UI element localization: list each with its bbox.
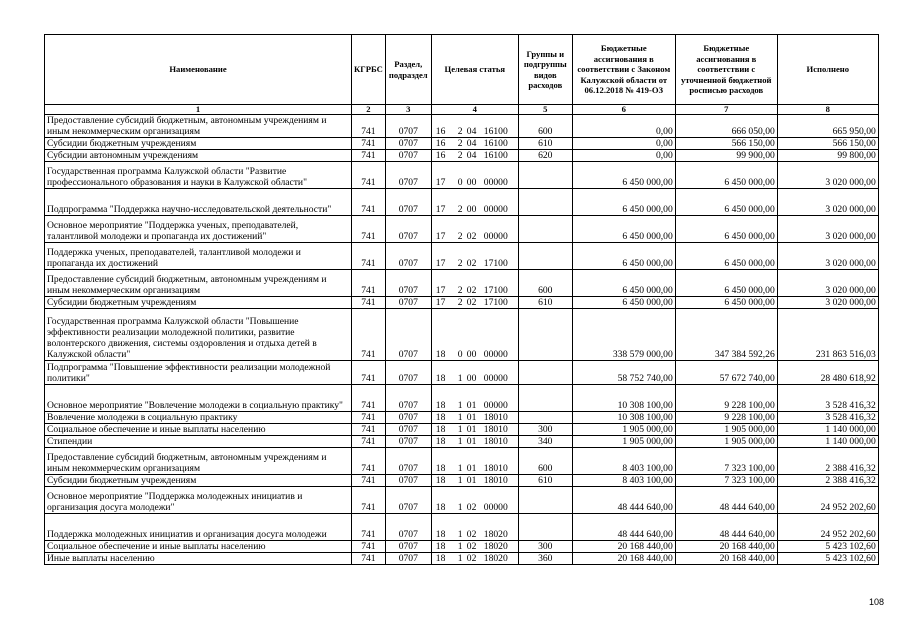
target-part: 17 xyxy=(435,258,446,269)
row-target xyxy=(431,475,518,487)
row-target xyxy=(431,553,518,565)
target-part: 02 xyxy=(466,541,477,552)
target-part: 18 xyxy=(435,553,446,564)
target-part: 02 xyxy=(466,553,477,564)
row-expense-type: 610 xyxy=(518,475,572,487)
target-part: 18 xyxy=(435,436,446,447)
target-part: 18 xyxy=(435,412,446,423)
page-number: 108 xyxy=(868,597,884,607)
target-part: 2 xyxy=(457,126,463,137)
column-number: 6 xyxy=(572,105,675,115)
row-executed-amount: 3 020 000,00 xyxy=(777,297,878,309)
table-row xyxy=(45,189,879,216)
row-kgrbs: 741 xyxy=(352,243,386,270)
row-refined-amount: 6 450 000,00 xyxy=(675,216,777,243)
row-name: Основное мероприятие "Вовлечение молодежи в социальную практику" xyxy=(45,385,352,412)
row-target xyxy=(431,162,518,189)
row-section: 0707 xyxy=(385,150,431,162)
table-row xyxy=(45,297,879,309)
target-part: 16100 xyxy=(483,150,508,161)
target-part: 18 xyxy=(435,475,446,486)
row-name: Субсидии бюджетным учреждениям xyxy=(45,138,352,150)
row-expense-type: 360 xyxy=(518,553,572,565)
row-target xyxy=(431,361,518,385)
target-part: 18020 xyxy=(483,553,508,564)
target-part: 18 xyxy=(435,502,446,513)
header-refined: Бюджетные ассигнования в соответствии с уточненной бюджетной росписью расходов xyxy=(675,35,777,105)
row-refined-amount: 347 384 592,26 xyxy=(675,309,777,361)
target-part: 2 xyxy=(457,297,463,308)
row-kgrbs: 741 xyxy=(352,475,386,487)
row-expense-type xyxy=(518,162,572,189)
table-row xyxy=(45,150,879,162)
row-expense-type xyxy=(518,361,572,385)
table-row xyxy=(45,309,879,361)
row-kgrbs: 741 xyxy=(352,189,386,216)
row-target xyxy=(431,514,518,541)
row-kgrbs: 741 xyxy=(352,436,386,448)
column-number: 4 xyxy=(431,105,518,115)
target-part: 1 xyxy=(457,541,463,552)
row-refined-amount: 6 450 000,00 xyxy=(675,243,777,270)
target-part: 17 xyxy=(435,204,446,215)
target-part: 1 xyxy=(457,400,463,411)
target-part: 02 xyxy=(466,502,477,513)
column-number-row xyxy=(45,105,879,115)
row-kgrbs: 741 xyxy=(352,553,386,565)
row-name: Социальное обеспечение и иные выплаты населению xyxy=(45,424,352,436)
row-section: 0707 xyxy=(385,297,431,309)
row-expense-type xyxy=(518,216,572,243)
row-refined-amount: 666 050,00 xyxy=(675,115,777,138)
row-name: Основное мероприятие "Поддержка ученых, преподавателей, талантливой молодежи и пропаганда их достижений" xyxy=(45,216,352,243)
row-law-amount: 0,00 xyxy=(572,150,675,162)
target-part: 17 xyxy=(435,177,446,188)
row-expense-type: 300 xyxy=(518,541,572,553)
table-row xyxy=(45,436,879,448)
row-law-amount: 1 905 000,00 xyxy=(572,424,675,436)
table-row xyxy=(45,385,879,412)
table-row xyxy=(45,216,879,243)
header-name: Наименование xyxy=(45,35,352,105)
row-name: Поддержка молодежных инициатив и организация досуга молодежи xyxy=(45,514,352,541)
table-row xyxy=(45,424,879,436)
target-part: 17100 xyxy=(483,285,508,296)
row-refined-amount: 20 168 440,00 xyxy=(675,553,777,565)
row-expense-type xyxy=(518,514,572,541)
table-row xyxy=(45,487,879,514)
header-kgrbs: КГРБС xyxy=(352,35,386,105)
row-name: Основное мероприятие "Поддержка молодежных инициатив и организация досуга молодежи" xyxy=(45,487,352,514)
row-target xyxy=(431,115,518,138)
row-executed-amount: 231 863 516,03 xyxy=(777,309,878,361)
row-section: 0707 xyxy=(385,412,431,424)
row-section: 0707 xyxy=(385,424,431,436)
row-section: 0707 xyxy=(385,475,431,487)
target-part: 16 xyxy=(435,126,446,137)
target-part: 18010 xyxy=(483,412,508,423)
row-kgrbs: 741 xyxy=(352,541,386,553)
target-part: 01 xyxy=(466,436,477,447)
row-section: 0707 xyxy=(385,243,431,270)
row-executed-amount: 2 388 416,32 xyxy=(777,448,878,475)
target-part: 00 xyxy=(466,349,477,360)
target-part: 2 xyxy=(457,138,463,149)
row-kgrbs: 741 xyxy=(352,138,386,150)
row-refined-amount: 6 450 000,00 xyxy=(675,297,777,309)
row-kgrbs: 741 xyxy=(352,412,386,424)
target-part: 0 xyxy=(457,177,463,188)
row-kgrbs: 741 xyxy=(352,216,386,243)
row-section: 0707 xyxy=(385,385,431,412)
target-part: 02 xyxy=(466,297,477,308)
target-part: 17100 xyxy=(483,258,508,269)
row-kgrbs: 741 xyxy=(352,514,386,541)
target-part: 02 xyxy=(466,231,477,242)
target-part: 18 xyxy=(435,424,446,435)
column-number: 5 xyxy=(518,105,572,115)
row-law-amount: 1 905 000,00 xyxy=(572,436,675,448)
header-groups: Группы и подгруппы видов расходов xyxy=(518,35,572,105)
row-refined-amount: 57 672 740,00 xyxy=(675,361,777,385)
row-refined-amount: 7 323 100,00 xyxy=(675,475,777,487)
target-part: 04 xyxy=(466,150,477,161)
row-executed-amount: 5 423 102,60 xyxy=(777,541,878,553)
table-row xyxy=(45,412,879,424)
row-target xyxy=(431,541,518,553)
target-part: 2 xyxy=(457,204,463,215)
row-refined-amount: 1 905 000,00 xyxy=(675,436,777,448)
target-part: 17100 xyxy=(483,297,508,308)
row-refined-amount: 1 905 000,00 xyxy=(675,424,777,436)
table-row xyxy=(45,553,879,565)
row-expense-type xyxy=(518,385,572,412)
row-name: Предоставление субсидий бюджетным, автономным учреждениям и иным некоммерческим организациям xyxy=(45,448,352,475)
target-part: 2 xyxy=(457,150,463,161)
row-kgrbs: 741 xyxy=(352,385,386,412)
row-executed-amount: 24 952 202,60 xyxy=(777,487,878,514)
table-row xyxy=(45,514,879,541)
target-part: 00 xyxy=(466,177,477,188)
row-refined-amount: 7 323 100,00 xyxy=(675,448,777,475)
target-part: 16 xyxy=(435,138,446,149)
row-target xyxy=(431,309,518,361)
target-part: 00 xyxy=(466,204,477,215)
column-number: 7 xyxy=(675,105,777,115)
row-refined-amount: 566 150,00 xyxy=(675,138,777,150)
row-law-amount: 338 579 000,00 xyxy=(572,309,675,361)
target-part: 1 xyxy=(457,424,463,435)
row-name: Предоставление субсидий бюджетным, автономным учреждениям и иным некоммерческим организациям xyxy=(45,115,352,138)
row-kgrbs: 741 xyxy=(352,424,386,436)
row-section: 0707 xyxy=(385,361,431,385)
row-name: Государственная программа Калужской области "Повышение эффективности реализации молодежной политики, развитие волонтерского движения, системы оздоровления и отдыха детей в Калужской области" xyxy=(45,309,352,361)
row-executed-amount: 2 388 416,32 xyxy=(777,475,878,487)
table-row xyxy=(45,361,879,385)
row-law-amount: 10 308 100,00 xyxy=(572,385,675,412)
target-part: 18020 xyxy=(483,529,508,540)
table-row xyxy=(45,138,879,150)
row-expense-type xyxy=(518,309,572,361)
row-executed-amount: 3 020 000,00 xyxy=(777,189,878,216)
target-part: 00000 xyxy=(483,177,508,188)
column-number: 8 xyxy=(777,105,878,115)
row-target xyxy=(431,436,518,448)
target-part: 1 xyxy=(457,436,463,447)
table-row xyxy=(45,115,879,138)
target-part: 1 xyxy=(457,412,463,423)
row-expense-type: 610 xyxy=(518,297,572,309)
budget-table xyxy=(44,34,879,565)
target-part: 1 xyxy=(457,463,463,474)
row-executed-amount: 3 528 416,32 xyxy=(777,385,878,412)
target-part: 18010 xyxy=(483,424,508,435)
row-law-amount: 48 444 640,00 xyxy=(572,514,675,541)
row-executed-amount: 24 952 202,60 xyxy=(777,514,878,541)
row-name: Субсидии автономным учреждениям xyxy=(45,150,352,162)
row-refined-amount: 6 450 000,00 xyxy=(675,162,777,189)
row-law-amount: 6 450 000,00 xyxy=(572,297,675,309)
row-refined-amount: 6 450 000,00 xyxy=(675,189,777,216)
row-section: 0707 xyxy=(385,487,431,514)
target-part: 16100 xyxy=(483,138,508,149)
target-part: 00000 xyxy=(483,231,508,242)
row-executed-amount: 28 480 618,92 xyxy=(777,361,878,385)
target-part: 01 xyxy=(466,463,477,474)
column-number: 3 xyxy=(385,105,431,115)
target-part: 1 xyxy=(457,553,463,564)
row-name: Социальное обеспечение и иные выплаты населению xyxy=(45,541,352,553)
row-section: 0707 xyxy=(385,162,431,189)
target-part: 02 xyxy=(466,285,477,296)
row-kgrbs: 741 xyxy=(352,361,386,385)
target-part: 01 xyxy=(466,424,477,435)
row-target xyxy=(431,138,518,150)
row-executed-amount: 1 140 000,00 xyxy=(777,424,878,436)
row-name: Вовлечение молодежи в социальную практику xyxy=(45,412,352,424)
row-law-amount: 48 444 640,00 xyxy=(572,487,675,514)
target-part: 01 xyxy=(466,475,477,486)
table-row xyxy=(45,243,879,270)
row-kgrbs: 741 xyxy=(352,297,386,309)
row-name: Поддержка ученых, преподавателей, талантливой молодежи и пропаганда их достижений xyxy=(45,243,352,270)
target-part: 17 xyxy=(435,285,446,296)
row-expense-type: 300 xyxy=(518,424,572,436)
table-row xyxy=(45,448,879,475)
row-executed-amount: 566 150,00 xyxy=(777,138,878,150)
row-law-amount: 8 403 100,00 xyxy=(572,475,675,487)
row-kgrbs: 741 xyxy=(352,448,386,475)
row-section: 0707 xyxy=(385,448,431,475)
row-kgrbs: 741 xyxy=(352,115,386,138)
column-number: 1 xyxy=(45,105,352,115)
row-section: 0707 xyxy=(385,436,431,448)
row-refined-amount: 48 444 640,00 xyxy=(675,487,777,514)
row-target xyxy=(431,385,518,412)
row-section: 0707 xyxy=(385,115,431,138)
row-law-amount: 0,00 xyxy=(572,138,675,150)
row-law-amount: 8 403 100,00 xyxy=(572,448,675,475)
row-law-amount: 6 450 000,00 xyxy=(572,270,675,297)
row-executed-amount: 3 020 000,00 xyxy=(777,270,878,297)
row-section: 0707 xyxy=(385,514,431,541)
target-part: 00000 xyxy=(483,204,508,215)
row-target xyxy=(431,270,518,297)
row-kgrbs: 741 xyxy=(352,487,386,514)
target-part: 18020 xyxy=(483,541,508,552)
row-law-amount: 6 450 000,00 xyxy=(572,162,675,189)
row-section: 0707 xyxy=(385,309,431,361)
target-part: 02 xyxy=(466,529,477,540)
row-executed-amount: 3 020 000,00 xyxy=(777,216,878,243)
target-part: 1 xyxy=(457,502,463,513)
row-target xyxy=(431,216,518,243)
table-row xyxy=(45,475,879,487)
target-part: 0 xyxy=(457,349,463,360)
row-expense-type xyxy=(518,412,572,424)
target-part: 00000 xyxy=(483,373,508,384)
row-section: 0707 xyxy=(385,216,431,243)
row-refined-amount: 20 168 440,00 xyxy=(675,541,777,553)
table-row xyxy=(45,162,879,189)
target-part: 2 xyxy=(457,231,463,242)
header-section: Раздел, подраздел xyxy=(385,35,431,105)
row-refined-amount: 9 228 100,00 xyxy=(675,412,777,424)
row-law-amount: 6 450 000,00 xyxy=(572,216,675,243)
row-executed-amount: 5 423 102,60 xyxy=(777,553,878,565)
row-name: Подпрограмма "Повышение эффективности реализации молодежной политики" xyxy=(45,361,352,385)
target-part: 18 xyxy=(435,400,446,411)
row-executed-amount: 3 528 416,32 xyxy=(777,412,878,424)
row-refined-amount: 6 450 000,00 xyxy=(675,270,777,297)
row-section: 0707 xyxy=(385,270,431,297)
row-name: Субсидии бюджетным учреждениям xyxy=(45,297,352,309)
target-part: 04 xyxy=(466,138,477,149)
row-expense-type xyxy=(518,243,572,270)
header-executed: Исполнено xyxy=(777,35,878,105)
row-law-amount: 6 450 000,00 xyxy=(572,189,675,216)
row-section: 0707 xyxy=(385,553,431,565)
target-part: 02 xyxy=(466,258,477,269)
table-body xyxy=(45,115,879,565)
row-target xyxy=(431,243,518,270)
target-part: 1 xyxy=(457,475,463,486)
row-target xyxy=(431,424,518,436)
target-part: 00000 xyxy=(483,502,508,513)
row-section: 0707 xyxy=(385,138,431,150)
target-part: 18 xyxy=(435,373,446,384)
row-law-amount: 6 450 000,00 xyxy=(572,243,675,270)
row-expense-type: 340 xyxy=(518,436,572,448)
row-kgrbs: 741 xyxy=(352,150,386,162)
row-kgrbs: 741 xyxy=(352,309,386,361)
target-part: 2 xyxy=(457,258,463,269)
row-law-amount: 0,00 xyxy=(572,115,675,138)
row-target xyxy=(431,448,518,475)
row-name: Государственная программа Калужской области "Развитие профессионального образования и науки в Калужской области" xyxy=(45,162,352,189)
row-expense-type xyxy=(518,189,572,216)
target-part: 01 xyxy=(466,412,477,423)
column-number: 2 xyxy=(352,105,386,115)
table-row xyxy=(45,270,879,297)
target-part: 2 xyxy=(457,285,463,296)
target-part: 1 xyxy=(457,529,463,540)
row-name: Стипендии xyxy=(45,436,352,448)
row-expense-type xyxy=(518,487,572,514)
row-law-amount: 20 168 440,00 xyxy=(572,553,675,565)
header-law: Бюджетные ассигнования в соответствии с Законом Калужской области от 06.12.2018 № 419-ОЗ xyxy=(572,35,675,105)
target-part: 04 xyxy=(466,126,477,137)
target-part: 1 xyxy=(457,373,463,384)
target-part: 17 xyxy=(435,231,446,242)
row-target xyxy=(431,412,518,424)
header-target: Целевая статья xyxy=(431,35,518,105)
row-expense-type: 610 xyxy=(518,138,572,150)
row-kgrbs: 741 xyxy=(352,270,386,297)
target-part: 01 xyxy=(466,400,477,411)
row-name: Подпрограмма "Поддержка научно-исследовательской деятельности" xyxy=(45,189,352,216)
row-expense-type: 600 xyxy=(518,448,572,475)
row-name: Предоставление субсидий бюджетным, автономным учреждениям и иным некоммерческим организациям xyxy=(45,270,352,297)
row-refined-amount: 48 444 640,00 xyxy=(675,514,777,541)
row-executed-amount: 3 020 000,00 xyxy=(777,243,878,270)
row-kgrbs: 741 xyxy=(352,162,386,189)
header-row xyxy=(45,35,879,105)
target-part: 17 xyxy=(435,297,446,308)
row-executed-amount: 3 020 000,00 xyxy=(777,162,878,189)
row-expense-type: 600 xyxy=(518,115,572,138)
target-part: 18 xyxy=(435,463,446,474)
target-part: 00000 xyxy=(483,400,508,411)
target-part: 16 xyxy=(435,150,446,161)
row-expense-type: 620 xyxy=(518,150,572,162)
row-name: Иные выплаты населению xyxy=(45,553,352,565)
target-part: 18010 xyxy=(483,475,508,486)
row-target xyxy=(431,189,518,216)
row-executed-amount: 1 140 000,00 xyxy=(777,436,878,448)
row-target xyxy=(431,487,518,514)
target-part: 18 xyxy=(435,541,446,552)
row-section: 0707 xyxy=(385,541,431,553)
row-law-amount: 58 752 740,00 xyxy=(572,361,675,385)
row-name: Субсидии бюджетным учреждениям xyxy=(45,475,352,487)
row-target xyxy=(431,297,518,309)
row-expense-type: 600 xyxy=(518,270,572,297)
target-part: 16100 xyxy=(483,126,508,137)
row-executed-amount: 665 950,00 xyxy=(777,115,878,138)
target-part: 18 xyxy=(435,529,446,540)
row-refined-amount: 9 228 100,00 xyxy=(675,385,777,412)
target-part: 00 xyxy=(466,373,477,384)
row-executed-amount: 99 800,00 xyxy=(777,150,878,162)
target-part: 18010 xyxy=(483,436,508,447)
target-part: 18010 xyxy=(483,463,508,474)
row-refined-amount: 99 900,00 xyxy=(675,150,777,162)
table-row xyxy=(45,541,879,553)
row-section: 0707 xyxy=(385,189,431,216)
row-law-amount: 20 168 440,00 xyxy=(572,541,675,553)
target-part: 00000 xyxy=(483,349,508,360)
row-law-amount: 10 308 100,00 xyxy=(572,412,675,424)
target-part: 18 xyxy=(435,349,446,360)
row-target xyxy=(431,150,518,162)
